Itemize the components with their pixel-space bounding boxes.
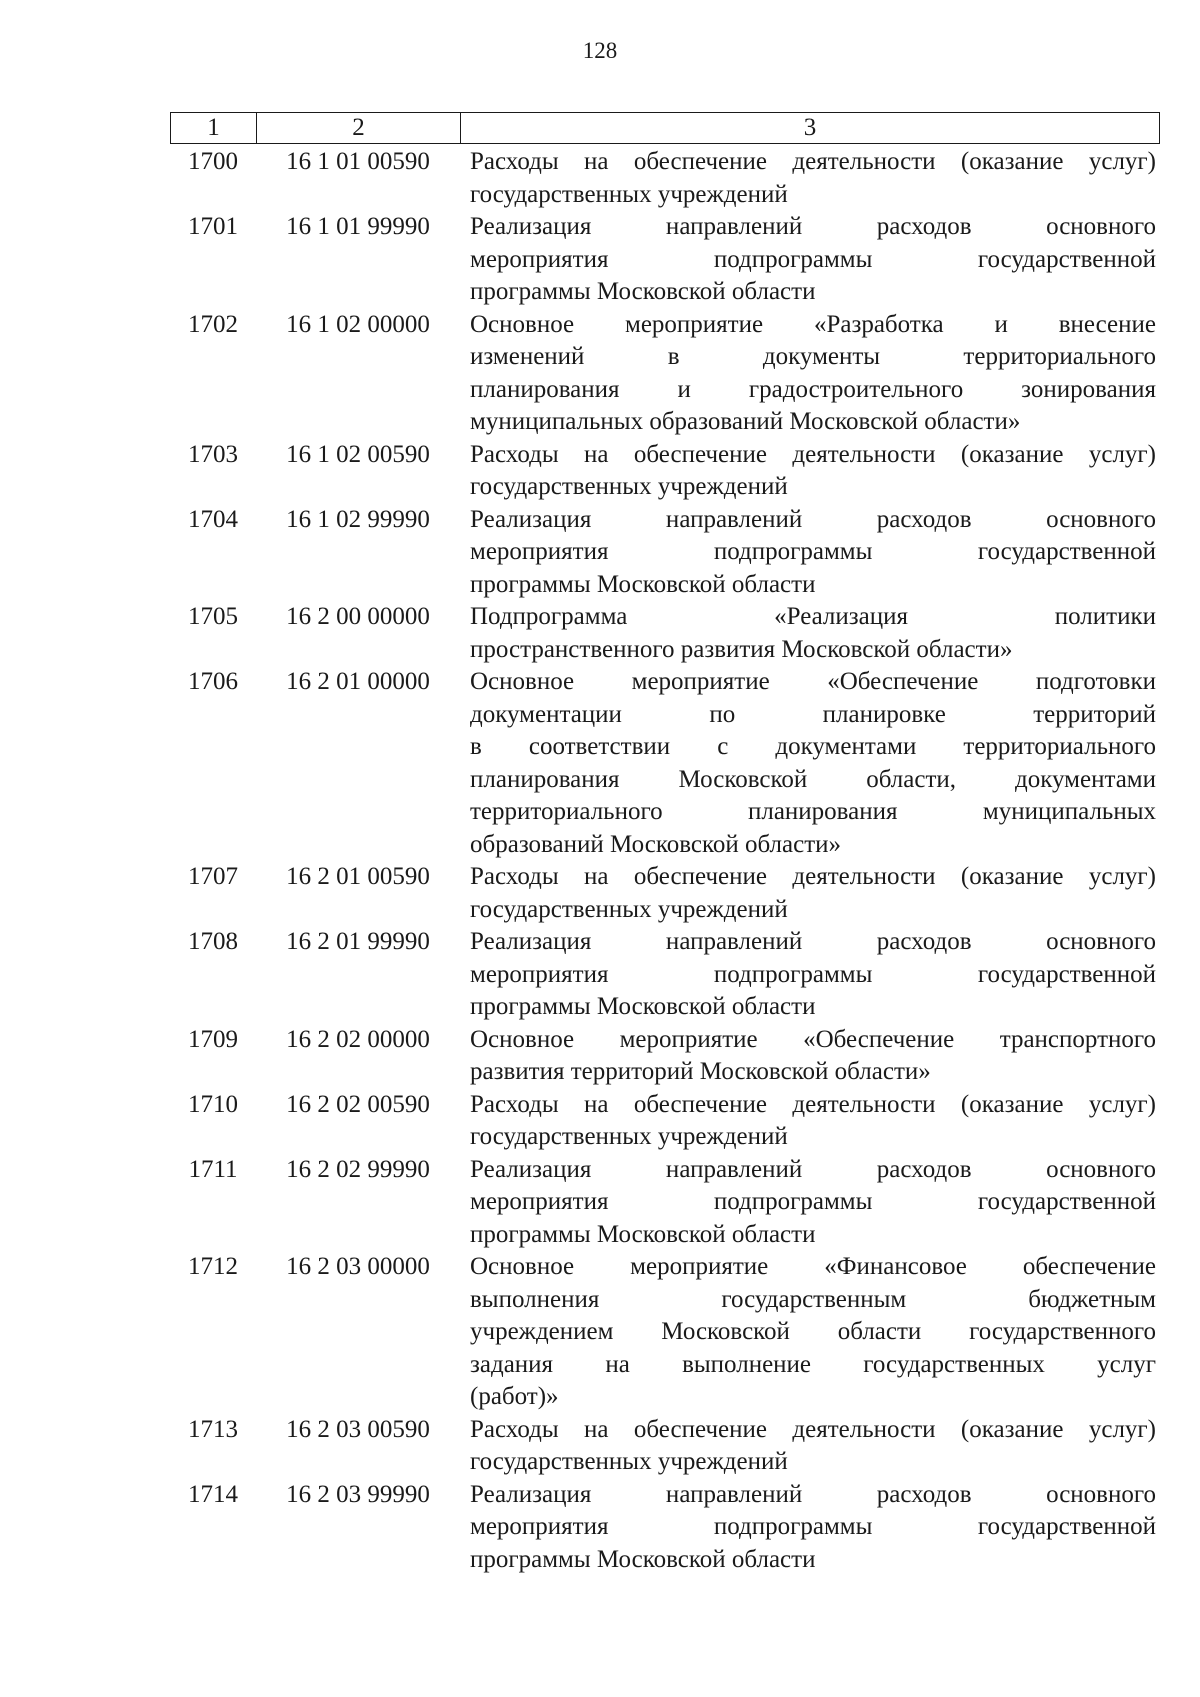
row-description <box>460 1414 1160 1479</box>
description-line: программы Московской области <box>470 570 816 598</box>
description-line: мероприятия подпрограммы государственной <box>470 245 1156 273</box>
description-line: изменений в документы территориального <box>470 343 1156 370</box>
description-line: Реализация направлений расходов основного <box>470 1480 1156 1508</box>
table-row <box>170 439 1160 504</box>
description-line: программы Московской области <box>470 278 816 305</box>
row-code: 16 1 02 00590 <box>286 440 430 468</box>
row-code: 16 2 02 00590 <box>286 1090 430 1118</box>
row-code: 16 2 02 99990 <box>286 1155 430 1183</box>
row-description <box>460 1089 1160 1154</box>
row-description <box>460 1251 1160 1414</box>
description-line: образований Московской области» <box>470 830 842 858</box>
table-row <box>170 1479 1160 1577</box>
description-line: учреждением Московской области государственного <box>470 1318 1156 1345</box>
budget-classification-table <box>170 112 1160 1576</box>
row-code: 16 2 03 99990 <box>286 1480 430 1508</box>
row-number: 1702 <box>188 310 238 338</box>
row-code: 16 2 03 00000 <box>286 1253 430 1280</box>
table-row <box>170 1154 1160 1252</box>
description-line: Реализация направлений расходов основного <box>470 928 1156 955</box>
row-code: 16 1 02 99990 <box>286 505 430 533</box>
description-line: пространственного развития Московской области» <box>470 635 1013 663</box>
row-description <box>460 1479 1160 1577</box>
table-row <box>170 1089 1160 1154</box>
description-line: в соответствии с документами территориального <box>470 733 1156 760</box>
row-number: 1704 <box>188 505 238 533</box>
description-line: Расходы на обеспечение деятельности (оказание услуг) <box>470 1090 1156 1118</box>
row-code: 16 2 01 00000 <box>286 668 430 695</box>
row-code: 16 2 01 00590 <box>286 863 430 890</box>
description-line: мероприятия подпрограммы государственной <box>470 1513 1156 1540</box>
description-line: Подпрограмма «Реализация политики <box>470 603 1156 630</box>
page-number: 128 <box>582 38 618 63</box>
row-code: 16 1 01 99990 <box>286 213 430 240</box>
row-code: 16 2 02 00000 <box>286 1025 430 1053</box>
row-description <box>460 439 1160 504</box>
table-row <box>170 861 1160 926</box>
description-line: территориального планирования муниципальных <box>470 798 1156 825</box>
table-row <box>170 309 1160 439</box>
description-line: Расходы на обеспечение деятельности (оказание услуг) <box>470 440 1156 468</box>
row-number: 1714 <box>188 1480 238 1508</box>
row-number: 1707 <box>188 863 238 890</box>
row-description <box>460 1024 1160 1089</box>
description-line: программы Московской области <box>470 1545 816 1573</box>
description-line: Реализация направлений расходов основного <box>470 1155 1156 1183</box>
description-line: задания на выполнение государственных услуг <box>470 1350 1156 1378</box>
row-description <box>460 926 1160 1024</box>
description-line: Основное мероприятие «Финансовое обеспечение <box>470 1253 1156 1280</box>
description-line: государственных учреждений <box>470 180 788 208</box>
description-line: программы Московской области <box>470 1220 816 1248</box>
description-line: выполнения государственным бюджетным <box>470 1285 1156 1313</box>
row-number: 1711 <box>188 1155 238 1183</box>
description-line: планирования и градостроительного зонирования <box>470 375 1156 403</box>
description-line: Реализация направлений расходов основного <box>470 505 1156 533</box>
description-line: государственных учреждений <box>470 473 788 500</box>
row-description <box>460 211 1160 309</box>
row-code: 16 2 00 00000 <box>286 603 430 630</box>
description-line: мероприятия подпрограммы государственной <box>470 1188 1156 1215</box>
description-line: (работ)» <box>470 1383 559 1410</box>
description-line: мероприятия подпрограммы государственной <box>470 538 1156 565</box>
table-header-row <box>170 112 1160 144</box>
description-line: мероприятия подпрограммы государственной <box>470 960 1156 988</box>
table-row <box>170 666 1160 861</box>
description-line: программы Московской области <box>470 993 816 1020</box>
row-number: 1708 <box>188 928 238 955</box>
table-row <box>170 146 1160 211</box>
table-row <box>170 926 1160 1024</box>
row-description <box>460 504 1160 602</box>
description-line: государственных учреждений <box>470 1448 788 1475</box>
table-row <box>170 601 1160 666</box>
row-description <box>460 1154 1160 1252</box>
row-description <box>460 309 1160 439</box>
description-line: государственных учреждений <box>470 895 788 923</box>
row-description <box>460 861 1160 926</box>
description-line: Расходы на обеспечение деятельности (оказание услуг) <box>470 863 1156 890</box>
description-line: Реализация направлений расходов основного <box>470 213 1156 240</box>
header-cell-3: 3 <box>803 114 817 141</box>
header-cell-1: 1 <box>171 113 257 143</box>
table-row <box>170 211 1160 309</box>
row-code: 16 2 03 00590 <box>286 1415 430 1443</box>
table-row <box>170 1251 1160 1414</box>
row-description <box>460 666 1160 861</box>
row-number: 1713 <box>188 1415 238 1443</box>
row-code: 16 2 01 99990 <box>286 928 430 955</box>
row-description <box>460 601 1160 666</box>
row-number: 1700 <box>188 148 238 175</box>
description-line: государственных учреждений <box>470 1123 788 1150</box>
description-line: развития территорий Московской области» <box>470 1058 931 1085</box>
row-number: 1703 <box>188 440 238 468</box>
description-line: Расходы на обеспечение деятельности (оказание услуг) <box>470 148 1156 175</box>
description-line: Расходы на обеспечение деятельности (оказание услуг) <box>470 1415 1156 1443</box>
row-number: 1701 <box>188 213 238 240</box>
row-number: 1709 <box>188 1025 238 1053</box>
row-number: 1712 <box>188 1253 238 1280</box>
description-line: Основное мероприятие «Обеспечение подготовки <box>470 668 1156 695</box>
table-row <box>170 1414 1160 1479</box>
row-number: 1710 <box>188 1090 238 1118</box>
row-number: 1705 <box>188 603 238 630</box>
description-line: муниципальных образований Московской области» <box>470 408 1021 435</box>
header-cell-2: 2 <box>257 113 461 143</box>
description-line: Основное мероприятие «Обеспечение транспортного <box>470 1025 1156 1053</box>
row-code: 16 1 01 00590 <box>286 148 430 175</box>
description-line: документации по планировке территорий <box>470 700 1156 728</box>
row-number: 1706 <box>188 668 238 695</box>
table-body <box>170 146 1160 1576</box>
table-row <box>170 1024 1160 1089</box>
description-line: Основное мероприятие «Разработка и внесение <box>470 310 1156 338</box>
description-line: планирования Московской области, документами <box>470 765 1156 793</box>
table-row <box>170 504 1160 602</box>
row-code: 16 1 02 00000 <box>286 310 430 338</box>
row-description <box>460 146 1160 211</box>
